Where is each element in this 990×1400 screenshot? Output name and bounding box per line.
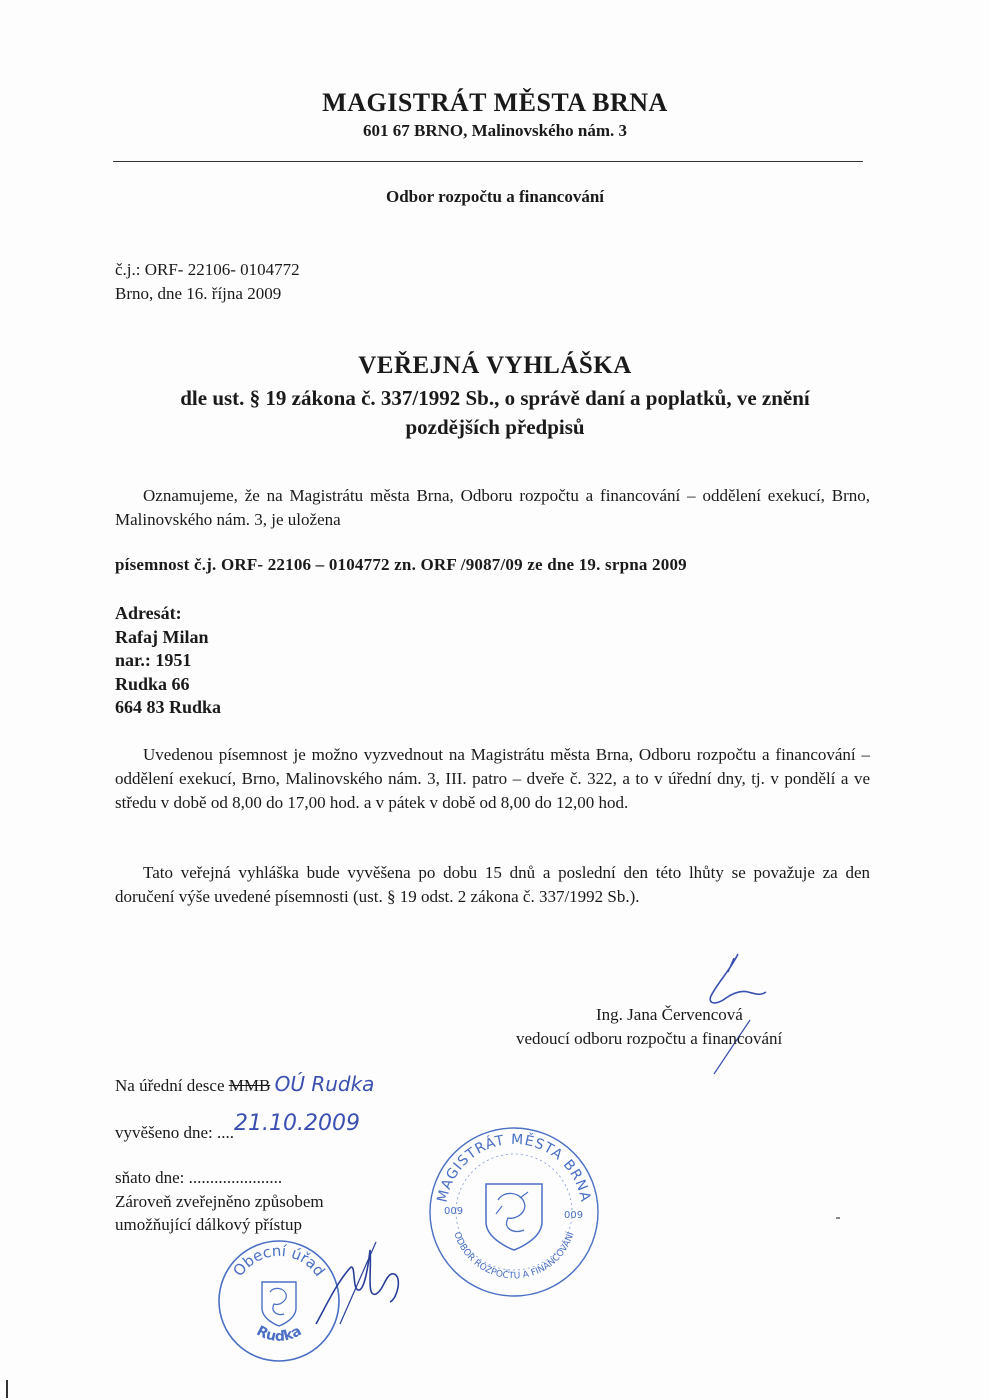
municipal-stamp-text: Obecní úřad [229,1241,329,1280]
authority-title: MAGISTRÁT MĚSTA BRNA [322,88,668,117]
board-label: Na úřední desce [115,1076,225,1095]
notice-title: VEŘEJNÁ VYHLÁŠKA [358,352,632,379]
notice-subtitle-line2: pozdějších předpisů [405,415,585,439]
paragraph-posting [115,861,870,909]
authority-address: 601 67 BRNO, Malinovského nám. 3 [363,121,627,140]
board-handwritten-place: OÚ Rudka [274,1072,375,1096]
city-stamp-sub: ODBOR ROZPOČTU A FINANCOVÁNÍ [451,1230,577,1282]
addressee-birth: nar.: 1951 [115,650,192,670]
notice-subtitle [120,384,870,442]
document-reference: písemnost č.j. ORF- 22106 – 0104772 zn. ORF /9087/09 ze dne 19. srpna 2009 [115,555,687,574]
posted-dots: .... [216,1123,234,1142]
svg-text:ODBOR ROZPOČTU A FINANCOVÁNÍ [451,1230,576,1281]
addressee-city: 664 83 Rudka [115,697,222,717]
signer-name: Ing. Jana Červencová [596,1005,743,1024]
paragraph-pickup [115,743,870,815]
board-removal-block [115,1166,324,1237]
addressee-label: Adresát: [115,603,182,623]
addressee-street: Rudka 66 [115,673,190,694]
posted-line [115,1111,374,1145]
board-struck-text: MMB [228,1076,271,1095]
posted-handwritten-date: 21.10.2009 [233,1111,360,1136]
paragraph-pickup-text: Uvedenou písemnost je možno vyzvednout na Magistrátu města Brna, Odboru rozpočtu a financování – oddělení exekucí, Brno, Malinovského nám. 3, III. patro – dveře č. 322, a to v úřední dny, tj. v pondělí a ve středu v době od 8,00 do 17,00 hod. a v pátek v době od 8,00 do 12,00 hod. [115,745,870,812]
public-line1: Zároveň zveřejněno způsobem [115,1191,324,1211]
svg-text:MAGISTRÁT MĚSTA BRNA [435,1132,594,1204]
city-stamp-number-right: 009 [564,1210,584,1221]
scan-edge-mark [6,1380,8,1398]
signer-block [516,1003,783,1051]
paragraph-announcement [115,484,870,532]
posted-label: vyvěšeno dne: [115,1123,217,1142]
case-number: č.j.: ORF- 22106- 0104772 [115,260,300,279]
date-line: Brno, dne 16. října 2009 [115,284,282,303]
paragraph-announcement-text: Oznamujeme, že na Magistrátu města Brna, Odboru rozpočtu a financování – oddělení exekucí, Brno, Malinovského nám. 3, je uložena [115,486,870,529]
official-signature [306,1228,416,1338]
header-divider [113,161,863,162]
city-stamp-text: MAGISTRÁT MĚSTA BRNA [434,1131,594,1204]
municipal-stamp-place: Rudka [253,1323,305,1345]
board-posting-block [115,1072,374,1145]
scan-artifact [836,1217,840,1219]
board-line [115,1072,374,1098]
city-stamp-number-left: 009 [444,1206,464,1217]
city-stamp [424,1122,604,1302]
removed-line: sňato dne: ...................... [115,1168,283,1187]
signer-role: vedoucí odboru rozpočtu a financování [516,1029,783,1048]
public-line2: umožňující dálkový přístup [115,1215,302,1234]
addressee-name: Rafaj Milan [115,626,209,647]
paragraph-posting-text: Tato veřejná vyhláška bude vyvěšena po dobu 15 dnů a poslední den této lhůty se považuje za den doručení výše uvedené písemnosti (ust. § 19 odst. 2 zákona č. 337/1992 Sb.). [115,863,870,906]
reference-block [115,258,300,306]
notice-subtitle-line1: dle ust. § 19 zákona č. 337/1992 Sb., o správě daní a poplatků, ve znění [180,386,810,410]
addressee-block [115,602,221,720]
department-name: Odbor rozpočtu a financování [385,187,605,206]
